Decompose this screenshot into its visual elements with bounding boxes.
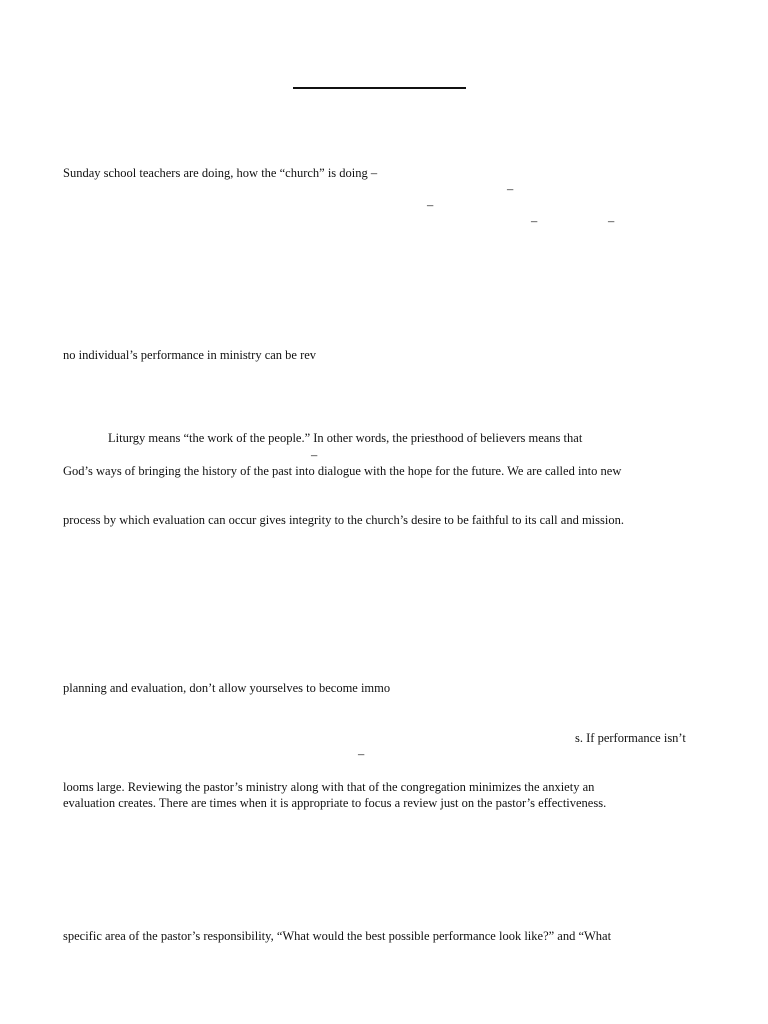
text-line: specific area of the pastor’s responsibility, “What would the best possible performance look like?” and “What bbox=[63, 929, 612, 943]
dash-mark: – bbox=[507, 182, 514, 196]
text-line: God’s ways of bringing the history of the past into dialogue with the hope for the future. We are called into new bbox=[63, 464, 622, 478]
text-line: Sunday school teachers are doing, how the “church” is doing – bbox=[63, 166, 378, 180]
dash-mark: – bbox=[311, 448, 318, 462]
text-line: process by which evaluation can occur gives integrity to the church’s desire to be faithful to its call and mission. bbox=[63, 513, 624, 527]
title-underline bbox=[293, 87, 466, 89]
dash-mark: – bbox=[358, 747, 365, 761]
text-line: looms large. Reviewing the pastor’s ministry along with that of the congregation minimizes the anxiety an bbox=[63, 780, 595, 794]
text-line: planning and evaluation, don’t allow yourselves to become immo bbox=[63, 681, 391, 695]
text-line: s. If performance isn’t bbox=[575, 731, 686, 745]
text-line: evaluation creates. There are times when it is appropriate to focus a review just on the pastor’s effectiveness. bbox=[63, 796, 607, 810]
dash-mark: – bbox=[531, 214, 538, 228]
text-line: Liturgy means “the work of the people.” In other words, the priesthood of believers means that bbox=[108, 431, 583, 445]
dash-mark: – bbox=[608, 214, 615, 228]
text-line: no individual’s performance in ministry can be rev bbox=[63, 348, 317, 362]
dash-mark: – bbox=[427, 198, 434, 212]
